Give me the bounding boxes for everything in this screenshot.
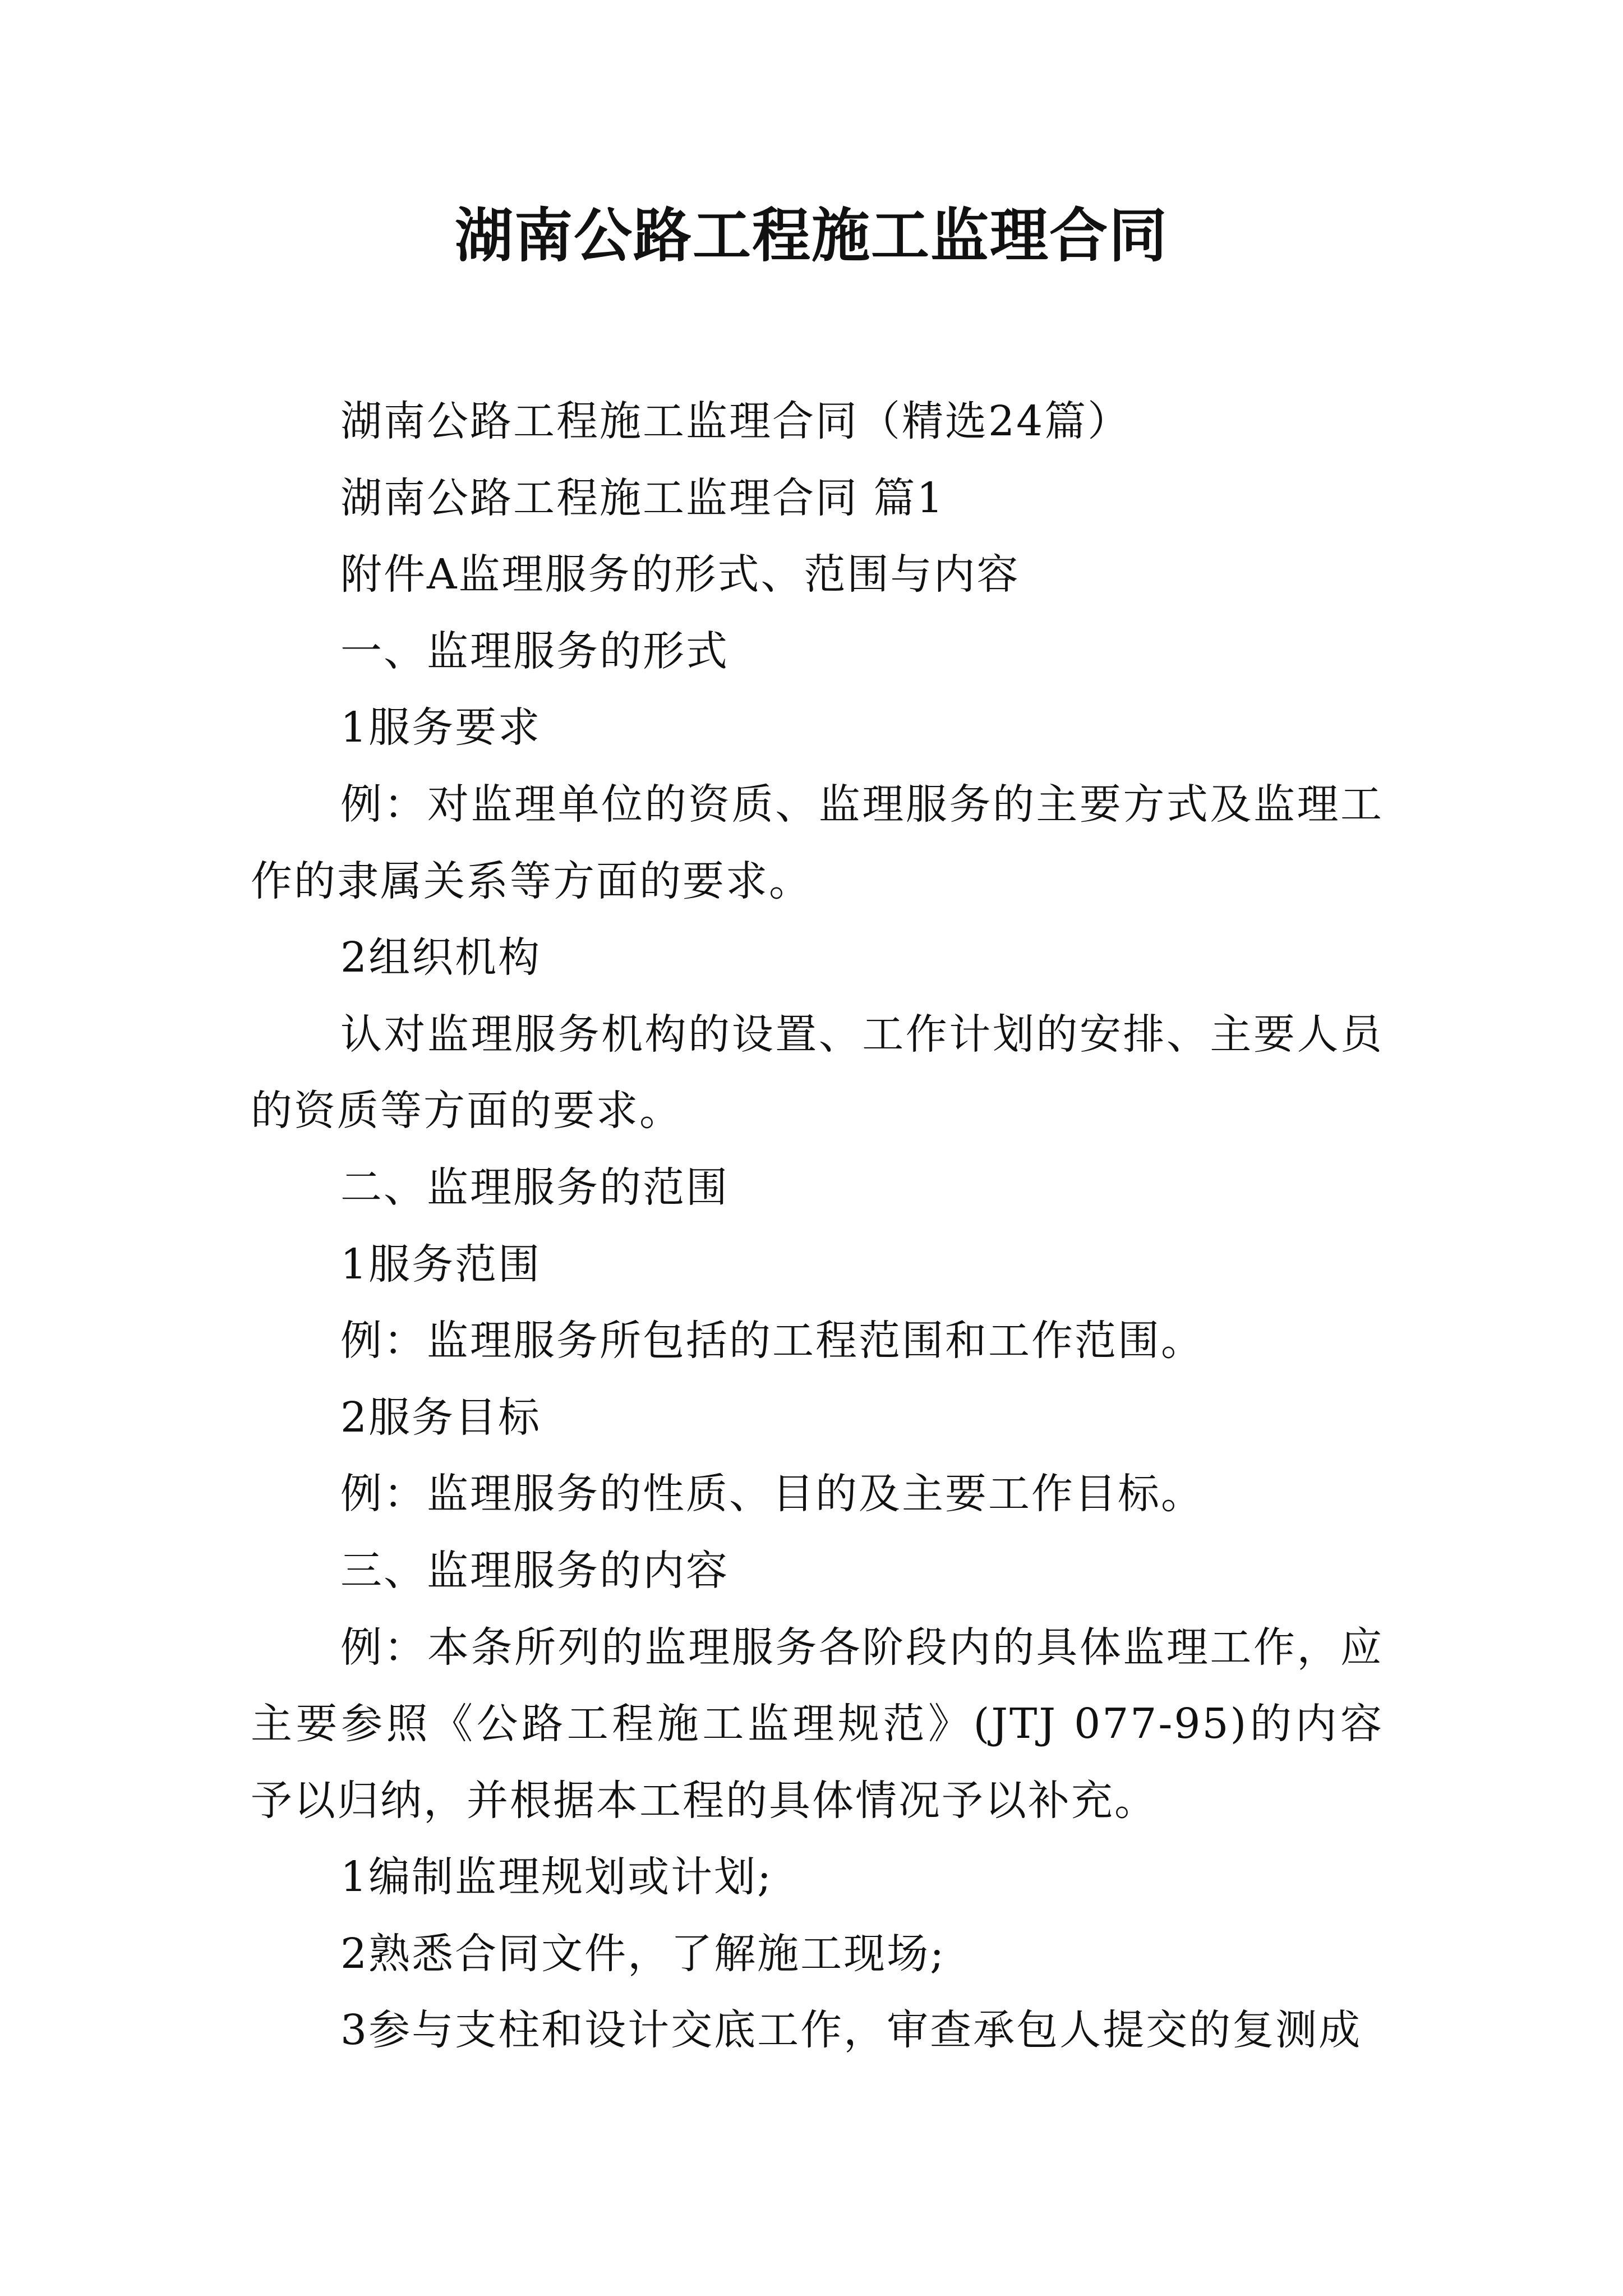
- paragraph: 例：本条所列的监理服务各阶段内的具体监理工作，应主要参照《公路工程施工监理规范》(JTJ 077-95)的内容予以归纳，并根据本工程的具体情况予以补充。: [251, 1623, 1384, 1825]
- paragraph: 例：监理服务所包括的工程范围和工作范围。: [340, 1317, 1204, 1365]
- document-body: [251, 383, 1384, 2069]
- paragraph: 附件A监理服务的形式、范围与内容: [340, 550, 1020, 599]
- paragraph: 例：监理服务的性质、目的及主要工作目标。: [340, 1470, 1204, 1519]
- paragraph: 湖南公路工程施工监理合同 篇1: [340, 473, 945, 522]
- paragraph: 认对监理服务机构的设置、工作计划的安排、主要人员的资质等方面的要求。: [251, 1010, 1384, 1135]
- section-heading: 二、监理服务的范围: [340, 1163, 729, 1212]
- paragraph: 2服务目标: [340, 1393, 542, 1442]
- paragraph: 例：对监理单位的资质、监理服务的主要方式及监理工作的隶属关系等方面的要求。: [251, 780, 1384, 905]
- section-heading: 三、监理服务的内容: [340, 1546, 729, 1595]
- paragraph: 1服务要求: [340, 703, 542, 752]
- paragraph: 1编制监理规划或计划;: [340, 1853, 773, 1902]
- paragraph: 2熟悉合同文件，了解施工现场;: [340, 1929, 946, 1978]
- paragraph: 湖南公路工程施工监理合同（精选24篇）: [340, 397, 1131, 445]
- document-title: 湖南公路工程施工监理合同: [454, 201, 1168, 270]
- paragraph: 3参与支柱和设计交底工作，审查承包人提交的复测成: [340, 2006, 1362, 2055]
- paragraph: 1服务范围: [340, 1240, 542, 1289]
- paragraph: 2组织机构: [340, 933, 542, 982]
- section-heading: 一、监理服务的形式: [340, 627, 729, 675]
